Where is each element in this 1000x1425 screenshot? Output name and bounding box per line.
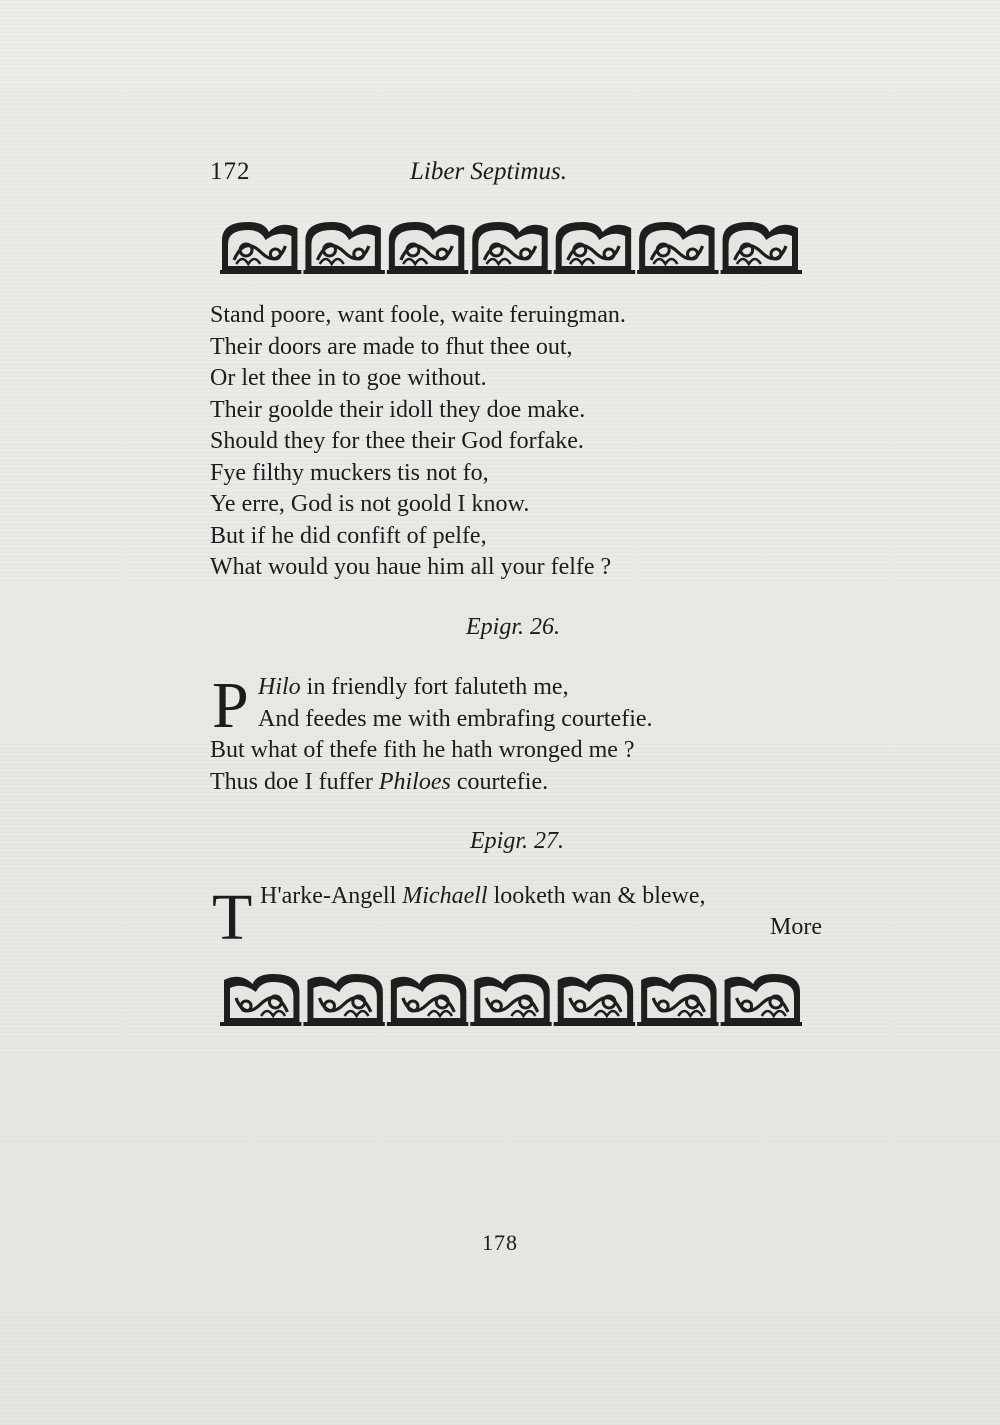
drop-cap-t: T (212, 881, 253, 954)
verse-block (210, 300, 626, 584)
ornament-bottom-icon (220, 968, 804, 1030)
verse-line: Their doors are made to fhut thee out, (210, 333, 573, 360)
epigram-heading-27: Epigr. 27. (469, 828, 564, 854)
name-michaell: Michaell (402, 883, 488, 909)
name-philo: Hilo (258, 674, 301, 700)
epigram-26-body (210, 669, 653, 798)
verse-line: And feedes me with embrafing courtefie. (258, 705, 653, 732)
verse-line: But what of thefe fith he hath wronged me ? (210, 737, 635, 763)
verse-line: Fye filthy muckers tis not fo, (210, 459, 489, 486)
verse-line (260, 883, 706, 910)
ornament-band-top (220, 216, 804, 278)
verse-line: Stand poore, want foole, waite feruingman. (210, 302, 626, 328)
ornament-band-bottom (220, 968, 804, 1030)
verse-line: Their goolde their idoll they doe make. (210, 396, 586, 423)
verse-line (210, 672, 653, 704)
folio-number: 178 (482, 1230, 518, 1255)
verse-text: Thus doe I fuffer (210, 768, 379, 795)
page-number: 172 (210, 158, 251, 185)
verse-line: But if he did confift of pelfe, (210, 522, 487, 549)
epigram-heading-26: Epigr. 26. (465, 614, 560, 640)
drop-cap-p: P (212, 669, 249, 742)
verse-line: Should they for thee their God forfake. (210, 428, 584, 454)
verse-text: in friendly fort faluteth me, (300, 674, 569, 700)
ornament-top-icon (220, 216, 804, 278)
name-philoes: Philoes (378, 768, 451, 795)
verse-line (210, 767, 653, 799)
catchword: More (770, 914, 822, 940)
verse-line: Or let thee in to goe without. (210, 365, 487, 391)
verse-text: courtefie. (450, 768, 549, 795)
running-title: Liber Septimus. (410, 158, 567, 185)
verse-line: What would you haue him all your felfe ? (210, 554, 612, 580)
verse-text: H'arke-Angell (260, 883, 403, 909)
verse-line: Ye erre, God is not goold I know. (210, 491, 530, 517)
verse-text: looketh wan & blewe, (487, 883, 706, 909)
running-head (210, 158, 630, 194)
